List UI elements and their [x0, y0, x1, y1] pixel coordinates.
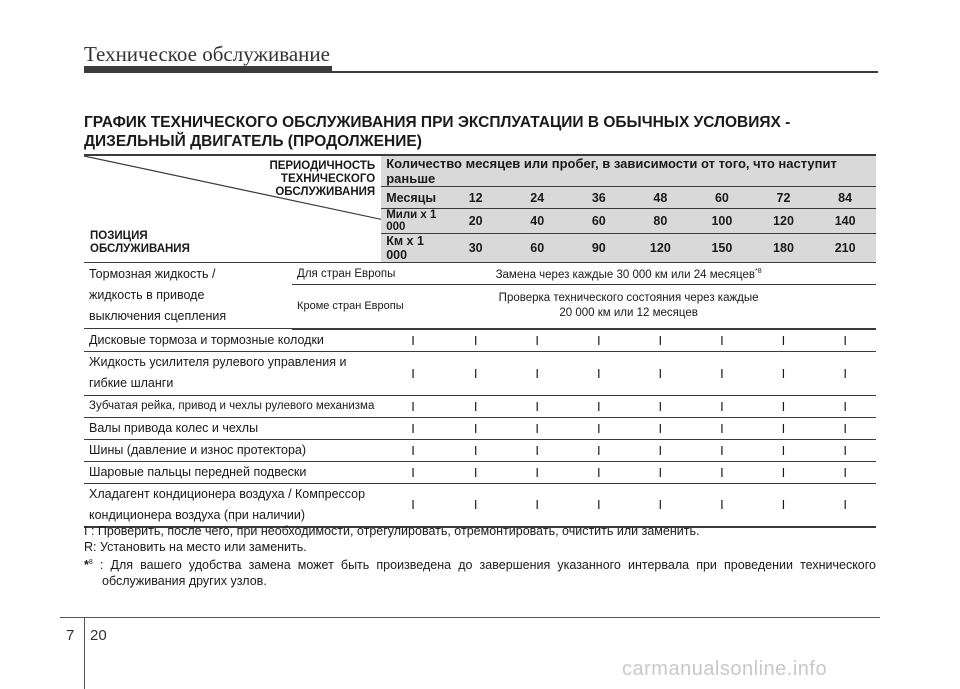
header-value: 60 [568, 209, 630, 234]
europe-instruction [381, 263, 876, 285]
note-replace: R: Установить на место или заменить. [84, 540, 307, 554]
maintenance-mark: I [568, 439, 630, 461]
maintenance-mark: I [381, 351, 445, 395]
maintenance-mark: I [381, 329, 445, 352]
maintenance-mark: I [506, 329, 568, 352]
brake-fluid-label-line: выключения сцепления [89, 309, 227, 323]
europe-instruction-text: Замена через каждые 30 000 км или 24 месяцев [495, 268, 755, 281]
note-inspect: I : Проверить, после чего, при необходимости, отрегулировать, отремонтировать, очистить или заменить. [84, 524, 700, 538]
maintenance-mark: I [445, 461, 507, 483]
maintenance-item-label: Шины (давление и износ протектора) [84, 439, 381, 461]
note-footnote-8 [84, 555, 876, 589]
maintenance-mark: I [630, 417, 692, 439]
footer-divider [84, 617, 85, 689]
header-value: 90 [568, 234, 630, 263]
maintenance-mark: I [753, 461, 815, 483]
maintenance-mark: I [691, 417, 753, 439]
maintenance-item-row [84, 461, 876, 483]
document-title: ГРАФИК ТЕХНИЧЕСКОГО ОБСЛУЖИВАНИЯ ПРИ ЭКСПЛУАТАЦИИ В ОБЫЧНЫХ УСЛОВИЯХ - ДИЗЕЛЬНЫЙ ДВИГАТЕЛЬ (ПРОДОЛЖЕНИЕ) [84, 114, 791, 150]
maintenance-mark: I [753, 483, 815, 527]
maintenance-mark: I [445, 351, 507, 395]
header-value: 24 [506, 187, 568, 209]
maintenance-mark: I [753, 395, 815, 417]
maintenance-mark: I [506, 439, 568, 461]
section-title: Техническое обслуживание [84, 42, 330, 66]
maintenance-mark: I [814, 417, 876, 439]
header-value: 60 [691, 187, 753, 209]
header-value: 48 [630, 187, 692, 209]
maintenance-item-label: Хладагент кондиционера воздуха / Компрессор кондиционера воздуха (при наличии) [84, 483, 381, 527]
maintenance-mark: I [506, 395, 568, 417]
brake-fluid-label [84, 263, 292, 329]
footnote-ref: *8 [754, 268, 762, 276]
other-countries-label: Кроме стран Европы [292, 285, 381, 329]
maintenance-mark: I [814, 395, 876, 417]
maintenance-mark: I [506, 483, 568, 527]
maintenance-mark: I [506, 417, 568, 439]
maintenance-mark: I [568, 417, 630, 439]
header-value: 120 [753, 209, 815, 234]
maintenance-mark: I [630, 483, 692, 527]
maintenance-mark: I [445, 483, 507, 527]
page-section-number: 7 [66, 627, 75, 644]
header-value: 36 [568, 187, 630, 209]
header-value: 12 [445, 187, 507, 209]
maintenance-mark: I [568, 395, 630, 417]
header-value: 180 [753, 234, 815, 263]
maintenance-mark: I [630, 439, 692, 461]
maintenance-mark: I [753, 439, 815, 461]
maintenance-mark: I [814, 483, 876, 527]
maintenance-item-row [84, 395, 876, 417]
header-row-label: Км x 1 000 [381, 234, 445, 263]
header-value: 72 [753, 187, 815, 209]
maintenance-mark: I [381, 417, 445, 439]
header-value: 84 [814, 187, 876, 209]
header-rule-thick [84, 66, 332, 73]
maintenance-item-label: Дисковые тормоза и тормозные колодки [84, 329, 381, 352]
legend-notes [84, 523, 876, 589]
header-value: 210 [814, 234, 876, 263]
footer-rule [60, 617, 880, 618]
maintenance-mark: I [568, 483, 630, 527]
maintenance-mark: I [445, 439, 507, 461]
corner-label-period: ПЕРИОДИЧНОСТЬ ТЕХНИЧЕСКОГО ОБСЛУЖИВАНИЯ [269, 160, 376, 198]
header-row-label: Мили x 1 000 [381, 209, 445, 234]
maintenance-mark: I [691, 483, 753, 527]
header-value: 150 [691, 234, 753, 263]
maintenance-mark: I [630, 329, 692, 352]
europe-label: Для стран Европы [292, 263, 381, 285]
maintenance-mark: I [814, 329, 876, 352]
maintenance-mark: I [506, 351, 568, 395]
other-countries-instruction [381, 285, 876, 329]
corner-label-position: ПОЗИЦИЯ ОБСЛУЖИВАНИЯ [90, 230, 190, 255]
maintenance-item-label: Жидкость усилителя рулевого управления и гибкие шланги [84, 351, 381, 395]
maintenance-mark: I [506, 461, 568, 483]
maintenance-mark: I [568, 351, 630, 395]
maintenance-item-label: Шаровые пальцы передней подвески [84, 461, 381, 483]
maintenance-mark: I [691, 439, 753, 461]
maintenance-mark: I [691, 329, 753, 352]
maintenance-mark: I [445, 395, 507, 417]
maintenance-mark: I [445, 417, 507, 439]
note-sup: 8 [88, 559, 93, 566]
watermark: carmanualsonline.info [622, 658, 828, 680]
maintenance-item-label: Зубчатая рейка, привод и чехлы рулевого механизма [84, 395, 381, 417]
maintenance-mark: I [691, 395, 753, 417]
page-number: 20 [90, 627, 107, 644]
header-value: 40 [506, 209, 568, 234]
brake-fluid-label-line: жидкость в приводе [89, 288, 205, 302]
maintenance-item-row [84, 483, 876, 527]
interval-header: Количество месяцев или пробег, в зависимости от того, что наступит раньше [381, 155, 876, 187]
maintenance-mark: I [753, 417, 815, 439]
header-value: 120 [630, 234, 692, 263]
instruction-line: Проверка технического состояния через каждые [498, 292, 759, 305]
header-value: 60 [506, 234, 568, 263]
maintenance-mark: I [753, 351, 815, 395]
maintenance-mark: I [381, 461, 445, 483]
maintenance-item-row [84, 417, 876, 439]
maintenance-item-row [84, 329, 876, 352]
maintenance-mark: I [445, 329, 507, 352]
header-value: 140 [814, 209, 876, 234]
table-corner-cell [84, 155, 381, 263]
maintenance-mark: I [568, 329, 630, 352]
maintenance-mark: I [381, 483, 445, 527]
maintenance-mark: I [691, 461, 753, 483]
brake-fluid-europe-row [84, 263, 876, 285]
maintenance-mark: I [814, 351, 876, 395]
maintenance-mark: I [630, 395, 692, 417]
maintenance-mark: I [814, 461, 876, 483]
maintenance-mark: I [381, 439, 445, 461]
maintenance-mark: I [630, 461, 692, 483]
maintenance-mark: I [381, 395, 445, 417]
maintenance-table [84, 154, 876, 528]
maintenance-item-label: Валы привода колес и чехлы [84, 417, 381, 439]
header-value: 30 [445, 234, 507, 263]
maintenance-mark: I [568, 461, 630, 483]
header-rule-thin [332, 71, 878, 73]
maintenance-item-row [84, 439, 876, 461]
maintenance-item-row [84, 351, 876, 395]
header-value: 20 [445, 209, 507, 234]
maintenance-mark: I [630, 351, 692, 395]
note-asterisk: * [84, 558, 89, 573]
header-value: 80 [630, 209, 692, 234]
brake-fluid-label-line: Тормозная жидкость / [89, 267, 216, 281]
header-row-label: Месяцы [381, 187, 445, 209]
maintenance-mark: I [691, 351, 753, 395]
note-footnote-text: : Для вашего удобства замена может быть произведена до завершения указанного интервала при проведении технического обслуживания других узлов. [92, 558, 876, 589]
instruction-line: 20 000 км или 12 месяцев [559, 307, 698, 320]
header-value: 100 [691, 209, 753, 234]
maintenance-mark: I [814, 439, 876, 461]
maintenance-mark: I [753, 329, 815, 352]
